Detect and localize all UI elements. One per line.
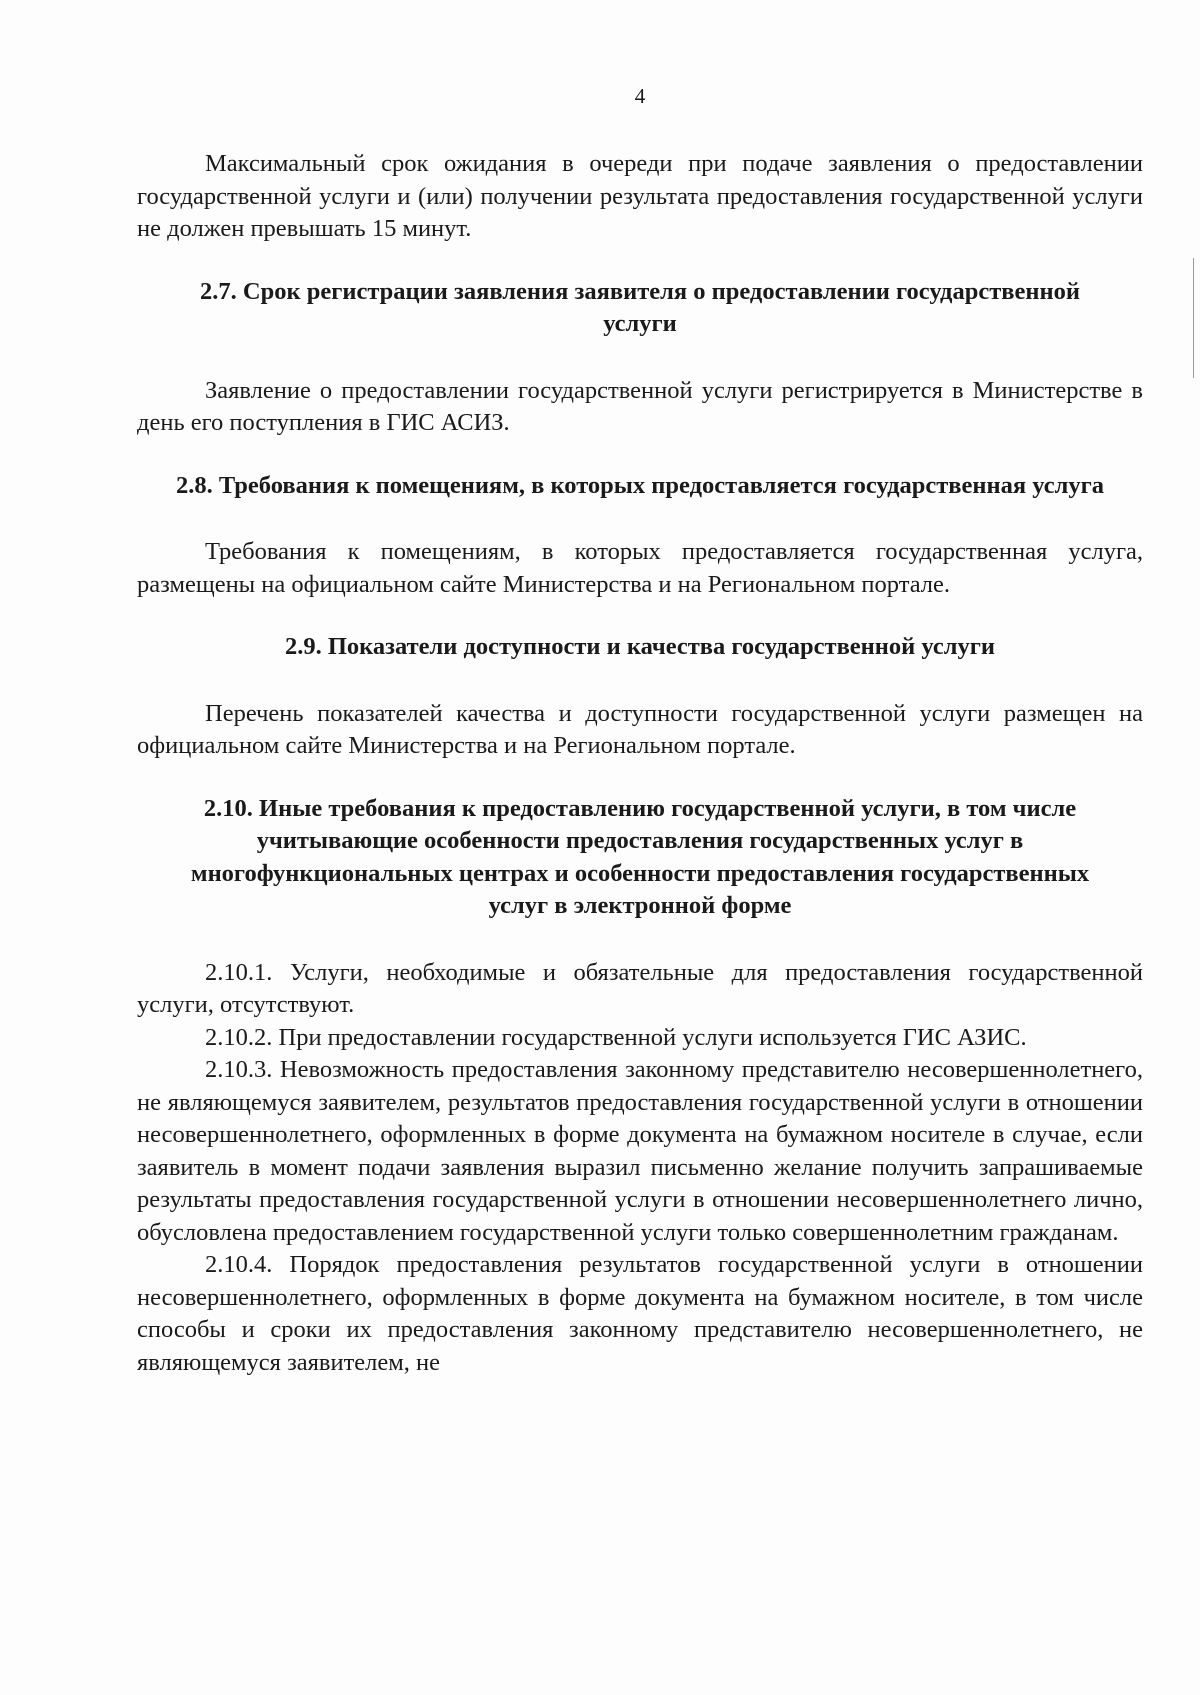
paragraph-2-10-1: 2.10.1. Услуги, необходимые и обязательные для предоставления государственной услуги, отсутствуют. (137, 958, 1143, 1018)
scan-edge-mark (1193, 258, 1194, 378)
document-body (137, 148, 1143, 1379)
heading-2-9: 2.9. Показатели доступности и качества государственной услуги (284, 633, 996, 660)
paragraph-quality-indicators: Перечень показателей качества и доступности государственной услуги размещен на официальном сайте Министерства и на Региональном портале. (137, 699, 1143, 759)
heading-2-10: 2.10. Иные требования к предоставлению государственной услуги, в том числе учитывающие особенности предоставления государственных услуг в многофункциональных центрах и особенности предоставления государственных услуг в электронной форме (190, 794, 1090, 919)
paragraph-queue-wait-time: Максимальный срок ожидания в очереди при подаче заявления о предоставлении государственной услуги и (или) получении результата предоставления государственной услуги не должен превышать 15 минут. (137, 150, 1143, 242)
paragraph-2-10-2: 2.10.2. При предоставлении государственной услуги используется ГИС АЗИС. (205, 1023, 1027, 1051)
paragraph-premises: Требования к помещениям, в которых предоставляется государственная услуга, размещены на официальном сайте Министерства и на Региональном портале. (137, 538, 1143, 598)
paragraph-registration: Заявление о предоставлении государственной услуги регистрируется в Министерстве в день его поступления в ГИС АСИЗ. (137, 376, 1143, 436)
page-number: 4 (634, 84, 646, 108)
paragraph-2-10-3: 2.10.3. Невозможность предоставления законному представителю несовершеннолетнего, не являющемуся заявителем, результатов предоставления государственной услуги в отношении несовершеннолетнего, оформленных в форме документа на бумажном носителе в случае, если заявитель в момент подачи заявления выразил письменно желание получить запрашиваемые результаты предоставления государственной услуги в отношении несовершеннолетнего лично, обусловлена предоставлением государственной услуги только совершеннолетним гражданам. (137, 1056, 1143, 1246)
heading-2-8: 2.8. Требования к помещениям, в которых предоставляется государственная услуга (176, 471, 1104, 499)
heading-2-7: 2.7. Срок регистрации заявления заявителя о предоставлении государственной услуги (200, 277, 1080, 337)
paragraph-2-10-4: 2.10.4. Порядок предоставления результатов государственной услуги в отношении несовершеннолетнего, оформленных в форме документа на бумажном носителе, в том числе способы и сроки их предоставления законному представителю несовершеннолетнего, не являющемуся заявителем, не (137, 1251, 1143, 1376)
